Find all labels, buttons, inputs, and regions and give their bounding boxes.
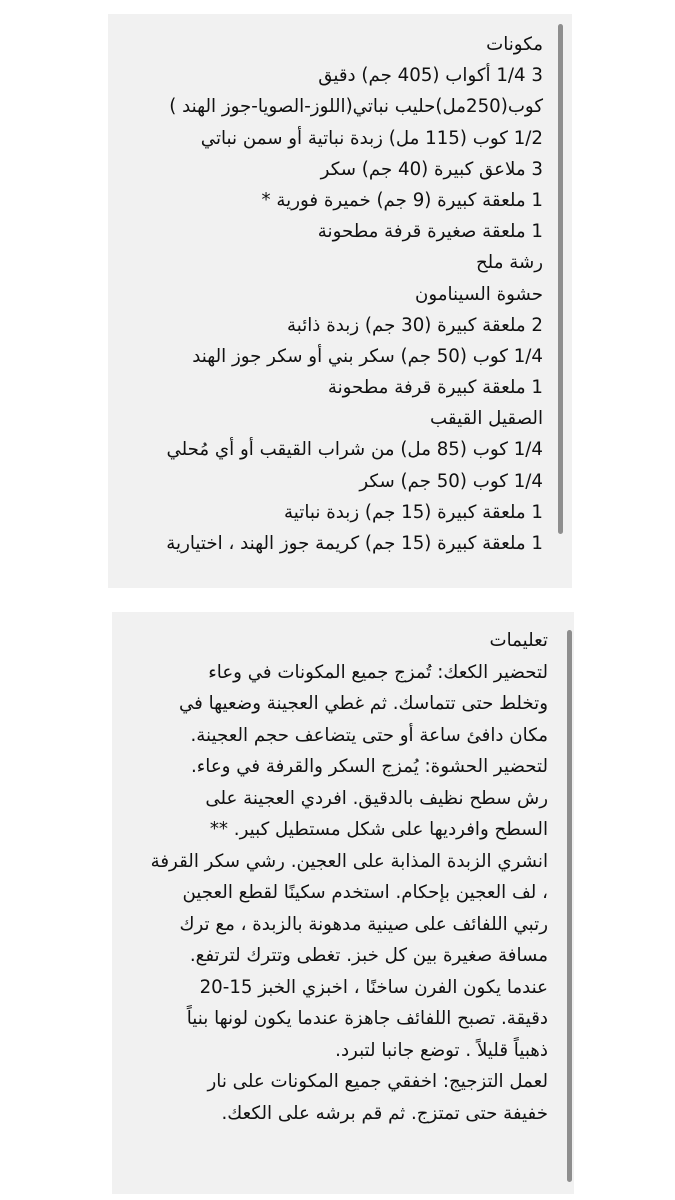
instruction-line: مسافة صغيرة بين كل خبز. تغطى وتترك لترتفع. xyxy=(189,945,548,966)
ingredient-line: 1 ملعقة كبيرة (15 جم) كريمة جوز الهند ، اختيارية xyxy=(166,533,543,554)
instructions-title: تعليمات xyxy=(489,630,548,651)
instruction-line: السطح وافرديها على شكل مستطيل كبير. ** xyxy=(209,819,548,840)
ingredient-line: 1 ملعقة صغيرة قرفة مطحونة xyxy=(317,221,543,243)
instructions-scroll-indicator[interactable] xyxy=(567,630,572,1182)
instruction-line: وتخلط حتى تتماسك. ثم غطي العجينة وضعيها في xyxy=(178,693,548,714)
instructions-text xyxy=(151,625,548,1129)
instruction-line: انشري الزبدة المذابة على العجين. رشي سكر القرفة xyxy=(150,850,548,872)
instruction-line: ذهبياً قليلاً . توضع جانبا لتبرد. xyxy=(335,1039,548,1061)
ingredients-card xyxy=(108,14,572,588)
ingredient-line: 1 ملعقة كبيرة (9 جم) خميرة فورية * xyxy=(261,189,543,211)
ingredient-line: 2 ملعقة كبيرة (30 جم) زبدة ذائبة xyxy=(286,314,543,336)
instruction-line: رتبي اللفائف على صينية مدهونة بالزبدة ، مع ترك xyxy=(179,913,548,935)
glaze-subtitle: الصقيل القيقب xyxy=(430,408,543,430)
ingredient-line: كوب(250مل)حليب نباتي(اللوز-الصويا-جوز الهند ) xyxy=(169,96,543,118)
instruction-line: دقيقة. تصبح اللفائف جاهزة عندما يكون لونها بنياً xyxy=(186,1008,548,1029)
ingredient-line: 1/4 كوب (85 مل) من شراب القيقب أو أي مُحلي xyxy=(166,439,543,461)
instruction-line: عندما يكون الفرن ساخنًا ، اخبزي الخبز 15-20 xyxy=(199,976,548,998)
ingredient-line: 1 ملعقة كبيرة (15 جم) زبدة نباتية xyxy=(284,501,543,523)
instruction-line: رش سطح نظيف بالدقيق. افردي العجينة على xyxy=(205,787,548,809)
instructions-card xyxy=(112,612,574,1194)
instruction-line: مكان دافئ ساعة أو حتى يتضاعف حجم العجينة. xyxy=(190,724,548,746)
ingredient-line: 3 1/4 أكواب (405 جم) دقيق xyxy=(318,65,543,87)
ingredients-text xyxy=(166,29,543,559)
filling-subtitle: حشوة السينامون xyxy=(414,283,543,305)
ingredient-line: 1/4 كوب (50 جم) سكر بني أو سكر جوز الهند xyxy=(192,345,543,367)
ingredient-line: 1 ملعقة كبيرة قرفة مطحونة xyxy=(327,377,543,399)
instruction-line: لعمل التزجيج: اخفقي جميع المكونات على نار xyxy=(207,1071,548,1092)
ingredient-line: 3 ملاعق كبيرة (40 جم) سكر xyxy=(320,158,543,180)
instruction-line: ، لف العجين بإحكام. استخدم سكينًا لقطع العجين xyxy=(182,882,548,903)
ingredient-line: رشة ملح xyxy=(475,252,543,274)
instruction-line: خفيفة حتى تمتزج. ثم قم برشه على الكعك. xyxy=(221,1102,548,1124)
ingredient-line: 1/2 كوب (115 مل) زبدة نباتية أو سمن نباتي xyxy=(200,127,543,149)
ingredients-title: مكونات xyxy=(486,34,543,55)
instruction-line: لتحضير الحشوة: يُمزج السكر والقرفة في وعاء. xyxy=(190,756,548,777)
ingredient-line: 1/4 كوب (50 جم) سكر xyxy=(359,470,543,492)
ingredients-scroll-indicator[interactable] xyxy=(558,24,563,534)
instruction-line: لتحضير الكعك: تُمزج جميع المكونات في وعاء xyxy=(208,661,548,683)
